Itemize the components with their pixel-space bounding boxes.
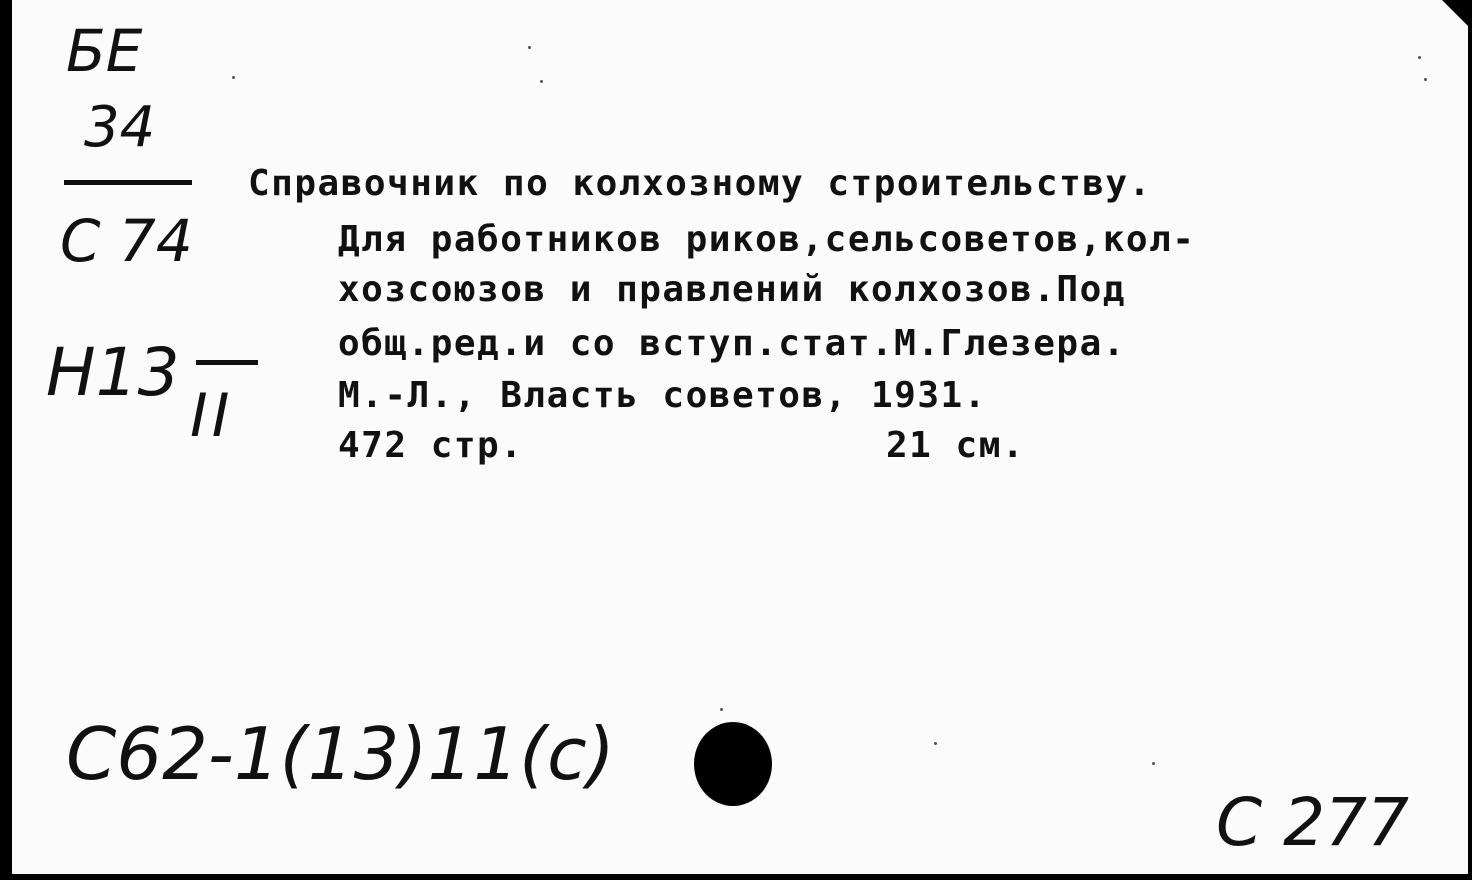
entry-line: хозсоюзов и правлений колхозов.Под xyxy=(338,269,1126,310)
author-mark-divider xyxy=(196,360,258,365)
scan-speck xyxy=(540,80,543,83)
punch-hole xyxy=(694,722,772,806)
scan-speck xyxy=(528,46,531,49)
entry-line: Для работников риков,сельсоветов,кол- xyxy=(338,219,1196,260)
entry-size: 21 см. xyxy=(886,425,1026,466)
entry-line: общ.ред.и со вступ.стат.М.Глезера. xyxy=(338,323,1126,364)
author-mark-copy: II xyxy=(190,381,234,451)
entry-pages: 472 стр. xyxy=(338,425,524,466)
scan-edge-right xyxy=(1468,0,1472,880)
classification-code: С62-1(13)11(с) xyxy=(66,712,615,796)
author-mark-number: Н13 xyxy=(46,334,180,411)
scan-speck xyxy=(1424,78,1427,81)
scan-edge-left xyxy=(0,0,12,880)
call-number-line-2: 34 xyxy=(84,95,156,160)
scan-speck xyxy=(1418,56,1421,59)
entry-imprint: М.-Л., Власть советов, 1931. xyxy=(338,375,987,416)
scan-edge-bottom xyxy=(0,874,1472,880)
call-number-divider xyxy=(64,180,192,185)
scan-corner xyxy=(1442,0,1472,30)
call-number-line-1: БЕ xyxy=(66,17,143,85)
entry-title: Справочник по колхозному строительству. xyxy=(248,163,1152,204)
scan-speck xyxy=(934,742,937,745)
scan-speck xyxy=(1152,762,1155,765)
call-number-line-3: С 74 xyxy=(60,207,193,275)
inventory-number: С 277 xyxy=(1216,784,1410,861)
scan-speck xyxy=(232,76,235,79)
scan-speck xyxy=(720,708,723,711)
